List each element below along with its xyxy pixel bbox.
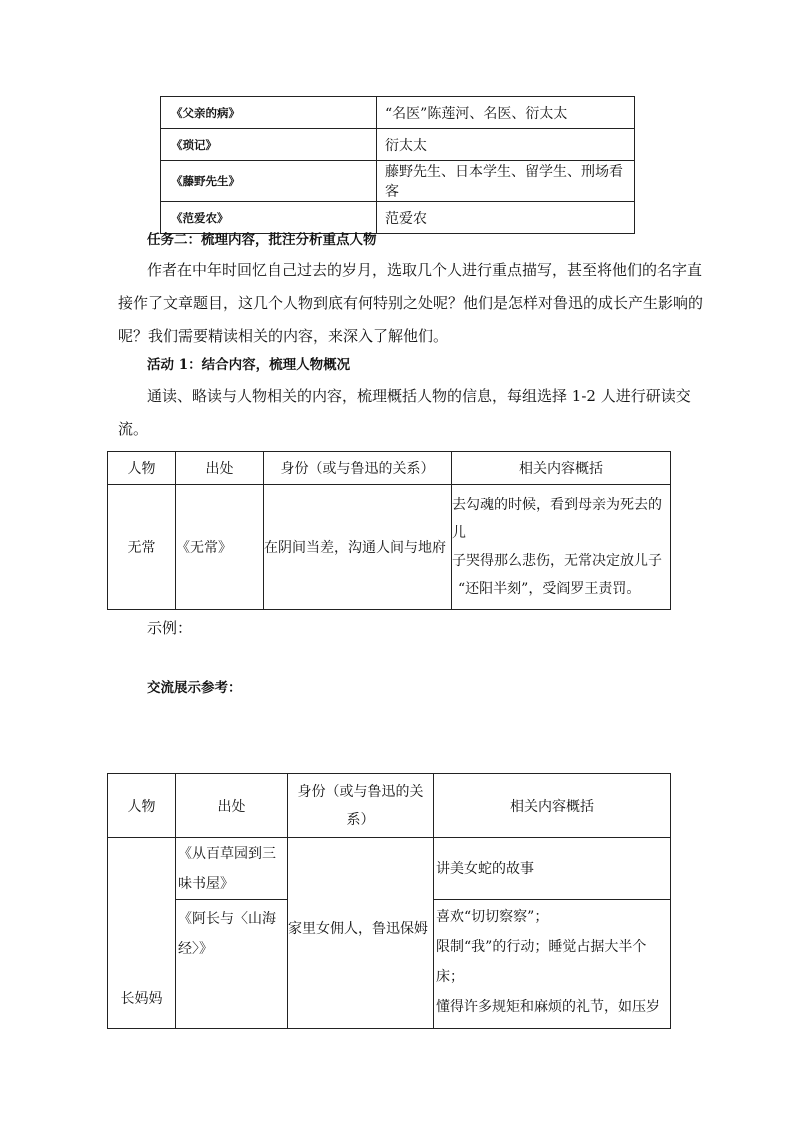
header-identity-line: 身份（或与鲁迅的关: [297, 783, 424, 800]
work-characters: “名医”陈莲河、名医、衍太太: [377, 97, 635, 129]
work-title: 《藤野先生》: [161, 161, 377, 202]
cell-source: [176, 838, 288, 900]
cell-identity: 在阴间当差，沟通人间与地府: [264, 485, 452, 610]
table-header-row: [108, 452, 671, 485]
summary-line: “还阳半刻”，受阎罗王责罚。: [458, 581, 641, 597]
cell-summary: [452, 485, 671, 610]
table-row: [108, 485, 671, 610]
table-row: [108, 838, 671, 900]
cell-source: 《无常》: [176, 485, 264, 610]
source-line: 味书屋》: [178, 875, 234, 892]
summary-line: 去勾魂的时候，看到母亲为死去的儿: [452, 497, 662, 541]
work-characters: 衍太太: [377, 129, 635, 161]
work-title: 《范爱农》: [161, 202, 377, 234]
table-row: [161, 97, 635, 129]
summary-line: 子哭得那么悲伤，无常决定放儿子: [452, 553, 662, 569]
header-source: 出处: [176, 452, 264, 485]
reference-table: [107, 773, 671, 1029]
activity1-heading: 活动 1：结合内容，梳理人物概况: [147, 357, 351, 373]
intro-line-1: 作者在中年时回忆自己过去的岁月，选取几个人进行重点描写，甚至将他们的名字直: [147, 261, 703, 279]
exchange-heading: 交流展示参考：: [147, 680, 242, 696]
table-row: [161, 161, 635, 202]
header-person: 人物: [108, 452, 176, 485]
summary-line: 床；: [436, 969, 464, 985]
cell-source: [176, 900, 288, 1029]
cell-identity: 家里女佣人，鲁迅保姆: [288, 838, 434, 1029]
source-line: 经〉》: [178, 941, 213, 957]
source-line: 《阿长与〈山海: [178, 911, 276, 927]
cell-person: 无常: [108, 485, 176, 610]
header-summary: 相关内容概括: [434, 774, 671, 838]
example-table: [107, 451, 671, 610]
task2-heading: 任务二：梳理内容，批注分析重点人物: [147, 232, 377, 248]
table-header-row: [108, 774, 671, 838]
summary-line: 限制“我”的行动；睡觉占据大半个: [436, 939, 647, 955]
header-identity-line: 系）: [346, 811, 375, 828]
cell-summary: [434, 900, 671, 1029]
example-label: 示例：: [147, 619, 193, 637]
cell-summary: 讲美女蛇的故事: [434, 838, 671, 900]
summary-line: 懂得许多规矩和麻烦的礼节，如压岁: [436, 999, 660, 1015]
header-summary: 相关内容概括: [452, 452, 671, 485]
header-source: 出处: [176, 774, 288, 838]
source-line: 《从百草园到三: [178, 845, 276, 862]
work-title: 《父亲的病》: [161, 97, 377, 129]
cell-person: 长妈妈: [108, 838, 176, 1029]
works-characters-table: [160, 96, 635, 234]
work-characters: 藤野先生、日本学生、留学生、刑场看客: [377, 161, 635, 202]
header-person: 人物: [108, 774, 176, 838]
activity-line-2: 流。: [118, 420, 149, 438]
intro-line-2: 接作了文章题目，这几个人物到底有何特别之处呢？他们是怎样对鲁迅的成长产生影响的: [118, 294, 704, 312]
activity-line-1: 通读、略读与人物相关的内容，梳理概括人物的信息，每组选择 1-2 人进行研读交: [147, 387, 691, 405]
work-title: 《琐记》: [161, 129, 377, 161]
summary-line: 喜欢“切切察察”；: [436, 909, 549, 925]
work-characters: 范爱农: [377, 202, 635, 234]
header-identity: [288, 774, 434, 838]
intro-line-3: 呢？我们需要精读相关的内容，来深入了解他们。: [118, 327, 449, 345]
header-identity: 身份（或与鲁迅的关系）: [264, 452, 452, 485]
table-row: [161, 129, 635, 161]
